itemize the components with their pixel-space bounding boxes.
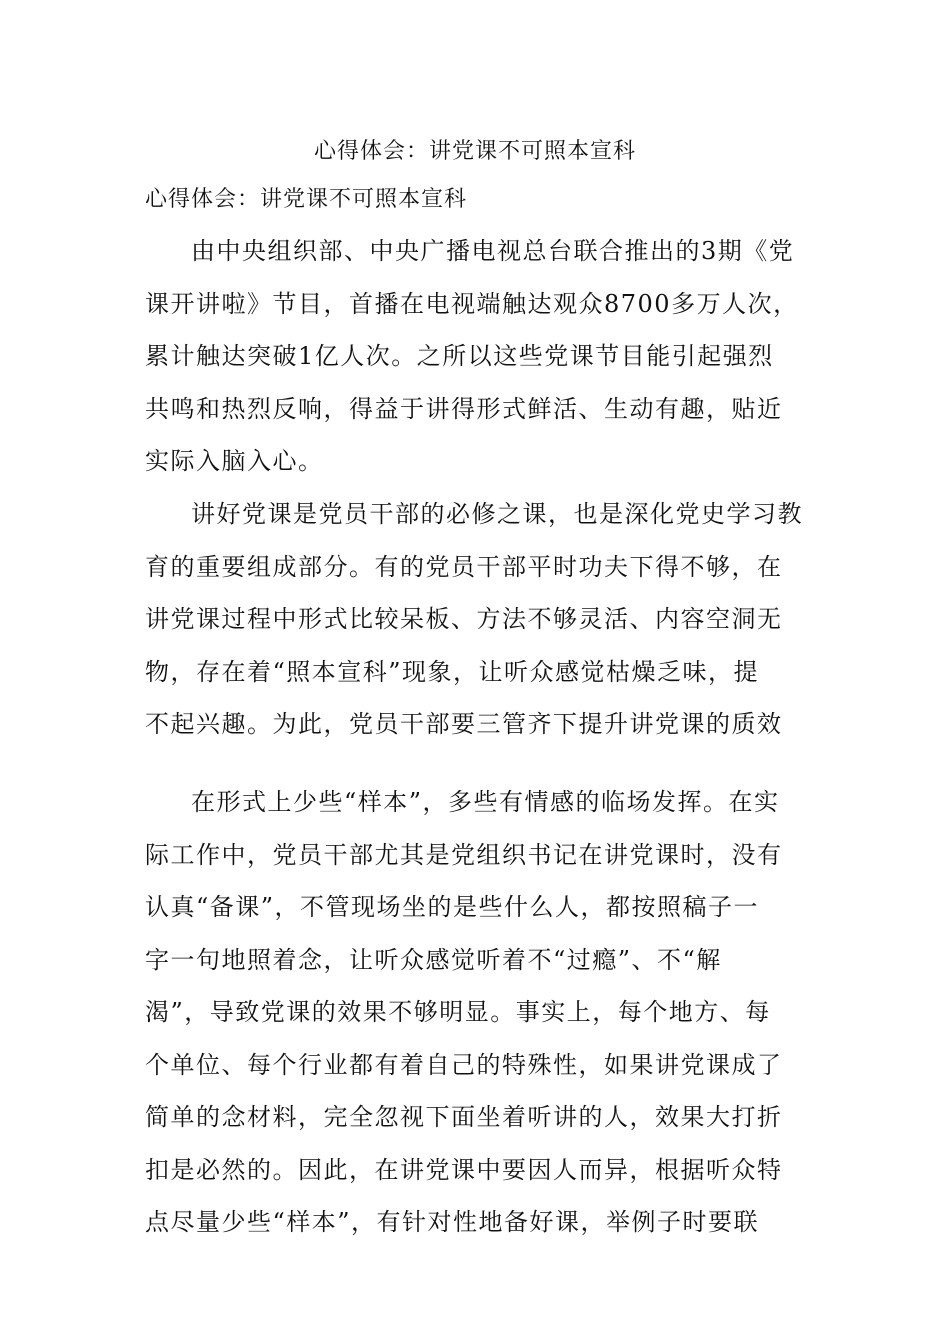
paragraph-1: [145, 225, 815, 488]
document-title: 心得体会：讲党课不可照本宣科: [313, 139, 636, 164]
paragraph-line: 在形式上少些“样本”，多些有情感的临场发挥。在实: [191, 788, 780, 816]
paragraph-line: 简单的念材料，完全忽视下面坐着听讲的人，效果大打折: [145, 1103, 783, 1131]
paragraph-line: 渴”，导致党课的效果不够明显。事实上，每个地方、每: [145, 998, 771, 1026]
paragraph-line: 不起兴趣。为此，党员干部要三管齐下提升讲党课的质效: [145, 710, 783, 738]
paragraph-line: 课开讲啦》节目，首播在电视端触达观众8700多万人次，: [145, 289, 799, 318]
paragraph-line: 实际入脑入心。: [145, 447, 324, 475]
paragraph-3: [145, 776, 815, 1249]
paragraph-line: 认真“备课”，不管现场坐的是些什么人，都按照稿子一: [145, 893, 760, 921]
paragraph-line: 累计触达突破1亿人次。之所以这些党课节目能引起强烈: [145, 342, 774, 370]
paragraph-line: 扣是必然的。因此，在讲党课中要因人而异，根据听众特: [145, 1155, 783, 1184]
paragraph-line: 育的重要组成部分。有的党员干部平时功夫下得不够，在: [145, 552, 783, 581]
paragraph-line: 由中央组织部、中央广播电视总台联合推出的3期《党: [191, 237, 795, 265]
paragraph-line: 讲好党课是党员干部的必修之课，也是深化党史学习教: [191, 500, 803, 528]
paragraph-line: 共鸣和热烈反响，得益于讲得形式鲜活、生动有趣，贴近: [145, 394, 783, 423]
document-subtitle: 心得体会：讲党课不可照本宣科: [145, 187, 468, 212]
paragraph-2: [145, 488, 815, 751]
paragraph-line: 点尽量少些“样本”，有针对性地备好课，举例子时要联: [145, 1208, 760, 1236]
paragraph-line: 字一句地照着念，让听众感觉听着不“过瘾”、不“解: [145, 945, 722, 974]
paragraph-line: 讲党课过程中形式比较呆板、方法不够灵活、内容空洞无: [145, 605, 783, 633]
paragraph-line: 际工作中，党员干部尤其是党组织书记在讲党课时，没有: [145, 840, 783, 869]
paragraph-line: 个单位、每个行业都有着自己的特殊性，如果讲党课成了: [145, 1050, 783, 1079]
paragraph-line: 物，存在着“照本宣科”现象，让听众感觉枯燥乏味，提: [145, 657, 760, 686]
